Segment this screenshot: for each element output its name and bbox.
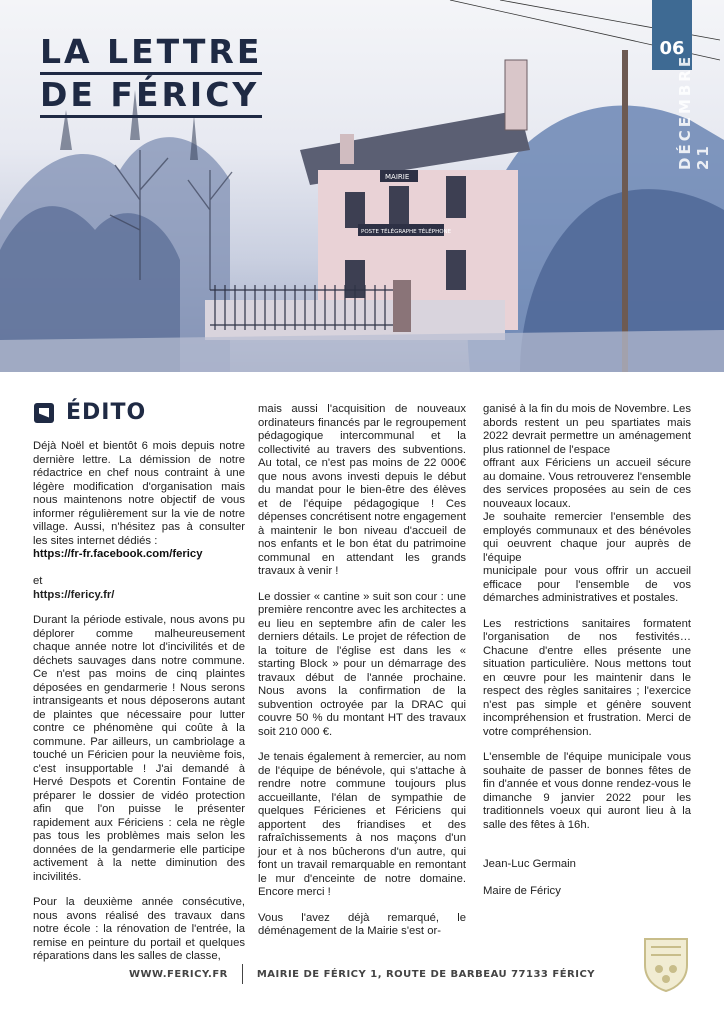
cover-illustration — [0, 0, 724, 372]
edito-paragraph: Je tenais également à remercier, au nom de l'équipe de bénévole, qui s'attache à rendre notre commune toujours plus accueillante, l'élan de sympathie de quelques Féricienes et Fériciens qui apportent des friandises et des rafraîchissements à nos maçons d'un jour et à nos bûcherons d'un autre, qui font un travail remarquable en remontant le mur d'enceinte de notre domaine. Encore merci ! — [258, 751, 466, 898]
edito-paragraph: Les restrictions sanitaires formatent l'organisation de nos festivités… Chacune d'entre elles présente une situation particulière. Nous mettons tout en œuvre pour les maintenir dans le respect des règles sanitaires ; l'exercice n'est pas simple et génère souvent incompréhension et frustration. Merci de votre compréhension. — [483, 617, 691, 738]
edito-paragraph: L'ensemble de l'équipe municipale vous souhaite de passer de bonnes fêtes de fin d'année et vous donne rendez-vous le dimanche 9 janvier 2022 pour les traditionnels voeux qui auront lieu à la salle des fêtes à 16h. — [483, 751, 691, 831]
edito-heading — [34, 400, 146, 425]
edito-paragraph: mais aussi l'acquisition de nouveaux ordinateurs financés par le regroupement pédagogique intercommunal et la collectivité au travers des subventions. Au total, ce n'est pas moins de 22 000€ que nous avons investi depuis le début du mandat pour le bien-être des élèves et de l'équipe pédagogique ! Ces dépenses concrétisent notre engagement à maintenir le bon niveau d'accueil de nos enfants et le bon état du patrimoine communal en attendant les grands travaux à venir ! — [258, 403, 466, 577]
link-prefix: et — [33, 575, 43, 587]
edito-title: ÉDITO — [66, 400, 147, 425]
footer-website[interactable]: WWW.FERICY.FR — [128, 969, 228, 980]
edito-column-2 — [258, 403, 466, 951]
edito-icon — [34, 403, 54, 423]
issue-number-badge: 06 — [652, 0, 692, 70]
edito-paragraph: Déjà Noël et bientôt 6 mois depuis notre dernière lettre. La démission de notre rédactrice en chef nous contraint à une légère modification d'organisation mais nous maintenons notre objectif de vous informer régulièrement sur la vie de notre village. Aussi, n'hésitez pas à consulter les sites internet dédiés : — [33, 440, 245, 547]
website-link-line — [33, 562, 245, 603]
footer-divider — [242, 964, 243, 984]
post-office-sign: POSTE TÉLÉGRAPHE TÉLÉPHONE — [361, 229, 452, 235]
signature-name: Jean-Luc Germain — [483, 857, 576, 870]
website-link[interactable]: https://fericy.fr/ — [33, 588, 115, 601]
edito-paragraph: Durant la période estivale, nous avons pu déplorer comme malheureusement chaque année notre lot d'incivilités et de déchets sauvages dans notre commune. Ce n'est pas moins de cinq plaintes déposées en gendarmerie ! Nous serons intransigeants et nous déposerons autant de plaintes que nécessaire pour lutter contre ce phénomène qui coûte à la commune. Par ailleurs, un cambriolage a touché un Féricien pour la neuvième fois, c'est insupportable ! J'ai demandé à Hervé Despots et Corentin Fontaine de préparer le dossier de vidéo protection afin que l'on puisse le présenter rapidement aux Fériciens : cela ne règle pas tous les problèmes mais selon les données de la gendarmerie elle participe activement à la nette diminution des incivilités. — [33, 614, 245, 883]
edito-paragraph: ganisé à la fin du mois de Novembre. Les abords restent un peu spartiates mais 2022 devrait permettre un aménagement plus rationnel de l'espace offrant aux Fériciens un accueil sécure au domaine. Vous retrouverez l'ensemble des services proposées au sein de ces nouveaux locaux. Je souhaite remercier l'ensemble des employés communaux et des bénévoles qui oeuvrent chaque jour auprès de l'équipe municipale pour vous offrir un accueil efficace pour l'ensemble de vos démarches administratives et postales. — [483, 403, 691, 604]
title-line-1: LA LETTRE — [40, 34, 262, 75]
footer-address: MAIRIE DE FÉRICY 1, ROUTE DE BARBEAU 77133 FÉRICY — [256, 969, 596, 980]
edito-paragraph: Le dossier « cantine » suit son cour : une première rencontre avec les architectes a eu lieu en septembre afin de caler les derniers détails. Le projet de réfection de la toiture de l'église est dans les « starting Block » pour un démarrage des travaux début de l'année prochaine. Nous avons la confirmation de la subvention octroyée par la DRAC qui couvre 50 % du montant HT des travaux soit 210 000 €. — [258, 590, 466, 738]
issue-date: DÉCEMBRE 21 — [676, 53, 712, 170]
edito-column-1 — [33, 440, 245, 976]
edito-column-3 — [483, 403, 691, 910]
signature — [483, 844, 691, 898]
edito-paragraph: Pour la deuxième année consécutive, nous avons réalisé des travaux dans notre école : la rénovation de l'entrée, la remise en peinture du portail et quelques réparations dans les salles de classe, — [33, 896, 245, 962]
edito-paragraph: Vous l'avez déjà remarqué, le déménagement de la Mairie s'est or- — [258, 911, 466, 937]
facebook-link[interactable]: https://fr-fr.facebook.com/fericy — [33, 548, 203, 560]
newsletter-title — [40, 34, 262, 118]
signature-title: Maire de Féricy — [483, 884, 561, 897]
mairie-sign: MAIRIE — [385, 173, 410, 181]
coat-of-arms-icon — [641, 935, 691, 993]
footer — [0, 964, 724, 984]
title-line-2: DE FÉRICY — [40, 75, 262, 118]
